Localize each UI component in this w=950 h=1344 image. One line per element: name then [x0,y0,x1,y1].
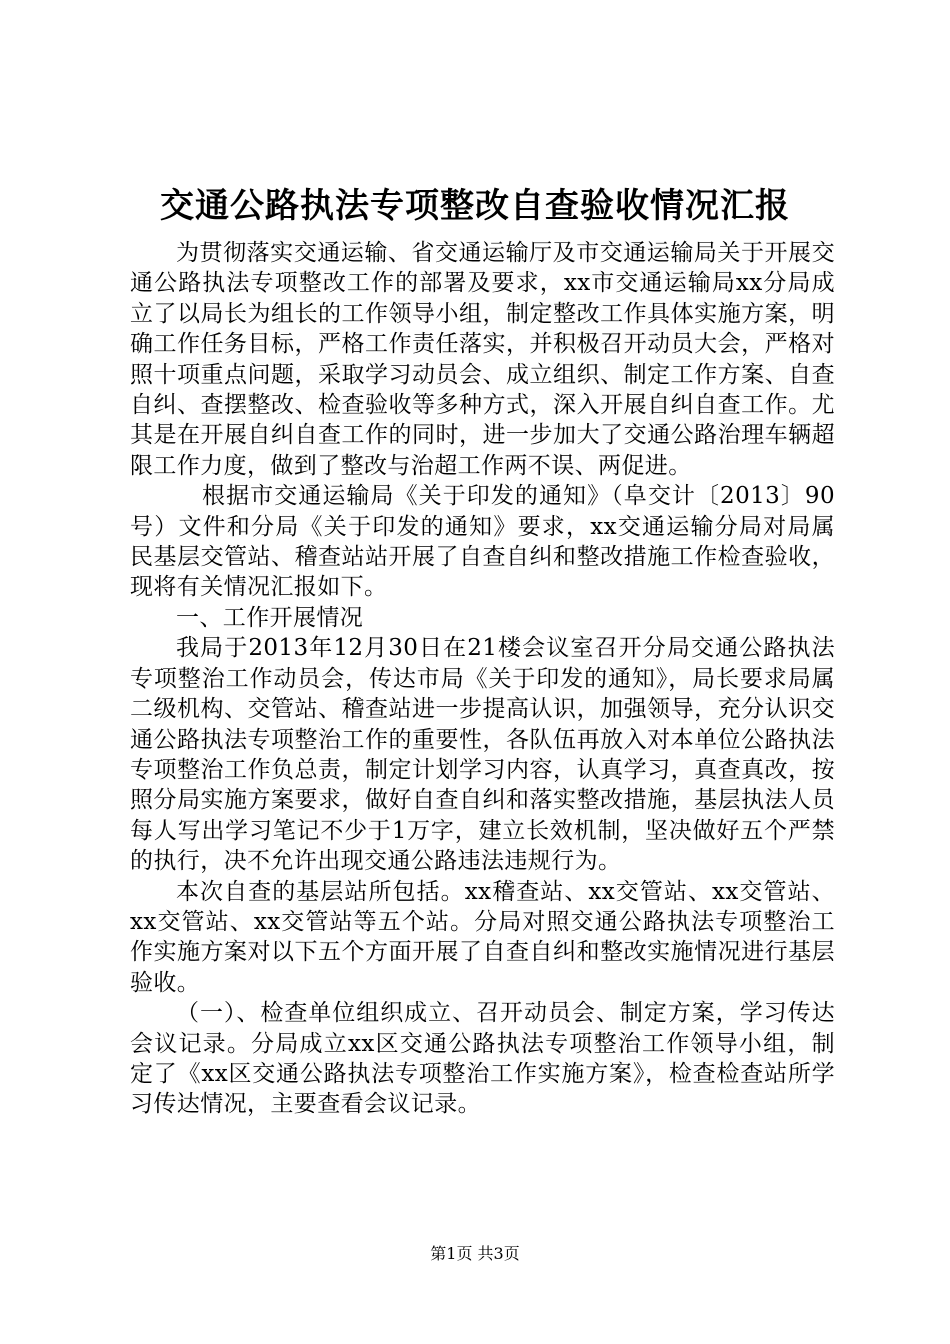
page-number-footer: 第1页 共3页 [430,1244,520,1263]
paragraph-basis: 根据市交通运输局《关于印发的通知》（阜交计〔2013〕90号）文件和分局《关于印发的通知》要求，xx交通运输分局对局属民基层交管站、稽查站站开展了自查自纠和整改措施工作检查验收，现将有关情况汇报如下。 [130,483,835,601]
document-title: 交通公路执法专项整改自查验收情况汇报 [160,186,790,226]
section-heading-work-progress: 一、工作开展情况 [176,604,364,631]
paragraph-inspected-stations: 本次自查的基层站所包括。xx稽查站、xx交管站、xx交管站、xx交管站、xx交管站等五个站。分局对照交通公路执法专项整治工作实施方案对以下五个方面开展了自查自纠和整改实施情况进行基层验收。 [130,878,835,996]
paragraph-mobilization-meeting: 我局于2013年12月30日在21楼会议室召开分局交通公路执法专项整治工作动员会，传达市局《关于印发的通知》，局长要求局属二级机构、交管站、稽查站进一步提高认识，加强领导，充分认识交通公路执法专项整治工作的重要性，各队伍再放入对本单位公路执法专项整治工作负总责，制定计划学习内容，认真学习，真查真改，按照分局实施方案要求，做好自查自纠和落实整改措施，基层执法人员每人写出学习笔记不少于1万字，建立长效机制，坚决做好五个严禁的执行，决不允许出现交通公路违法违规行为。 [130,635,835,875]
paragraph-item-one: （一）、检查单位组织成立、召开动员会、制定方案，学习传达会议记录。分局成立xx区交通公路执法专项整治工作领导小组，制定了《xx区交通公路执法专项整治工作实施方案》，检查检查站所学习传达情况，主要查看会议记录。 [130,1000,835,1118]
paragraph-intro: 为贯彻落实交通运输、省交通运输厅及市交通运输局关于开展交通公路执法专项整改工作的部署及要求，xx市交通运输局xx分局成立了以局长为组长的工作领导小组，制定整改工作具体实施方案，明确工作任务目标，严格工作责任落实，并积极召开动员大会，严格对照十项重点问题，采取学习动员会、成立组织、制定工作方案、自查自纠、查摆整改、检查验收等多种方式，深入开展自纠自查工作。尤其是在开展自纠自查工作的同时，进一步加大了交通公路治理车辆超限工作力度，做到了整改与治超工作两不误、两促进。 [130,240,835,479]
document-body [130,238,835,1120]
